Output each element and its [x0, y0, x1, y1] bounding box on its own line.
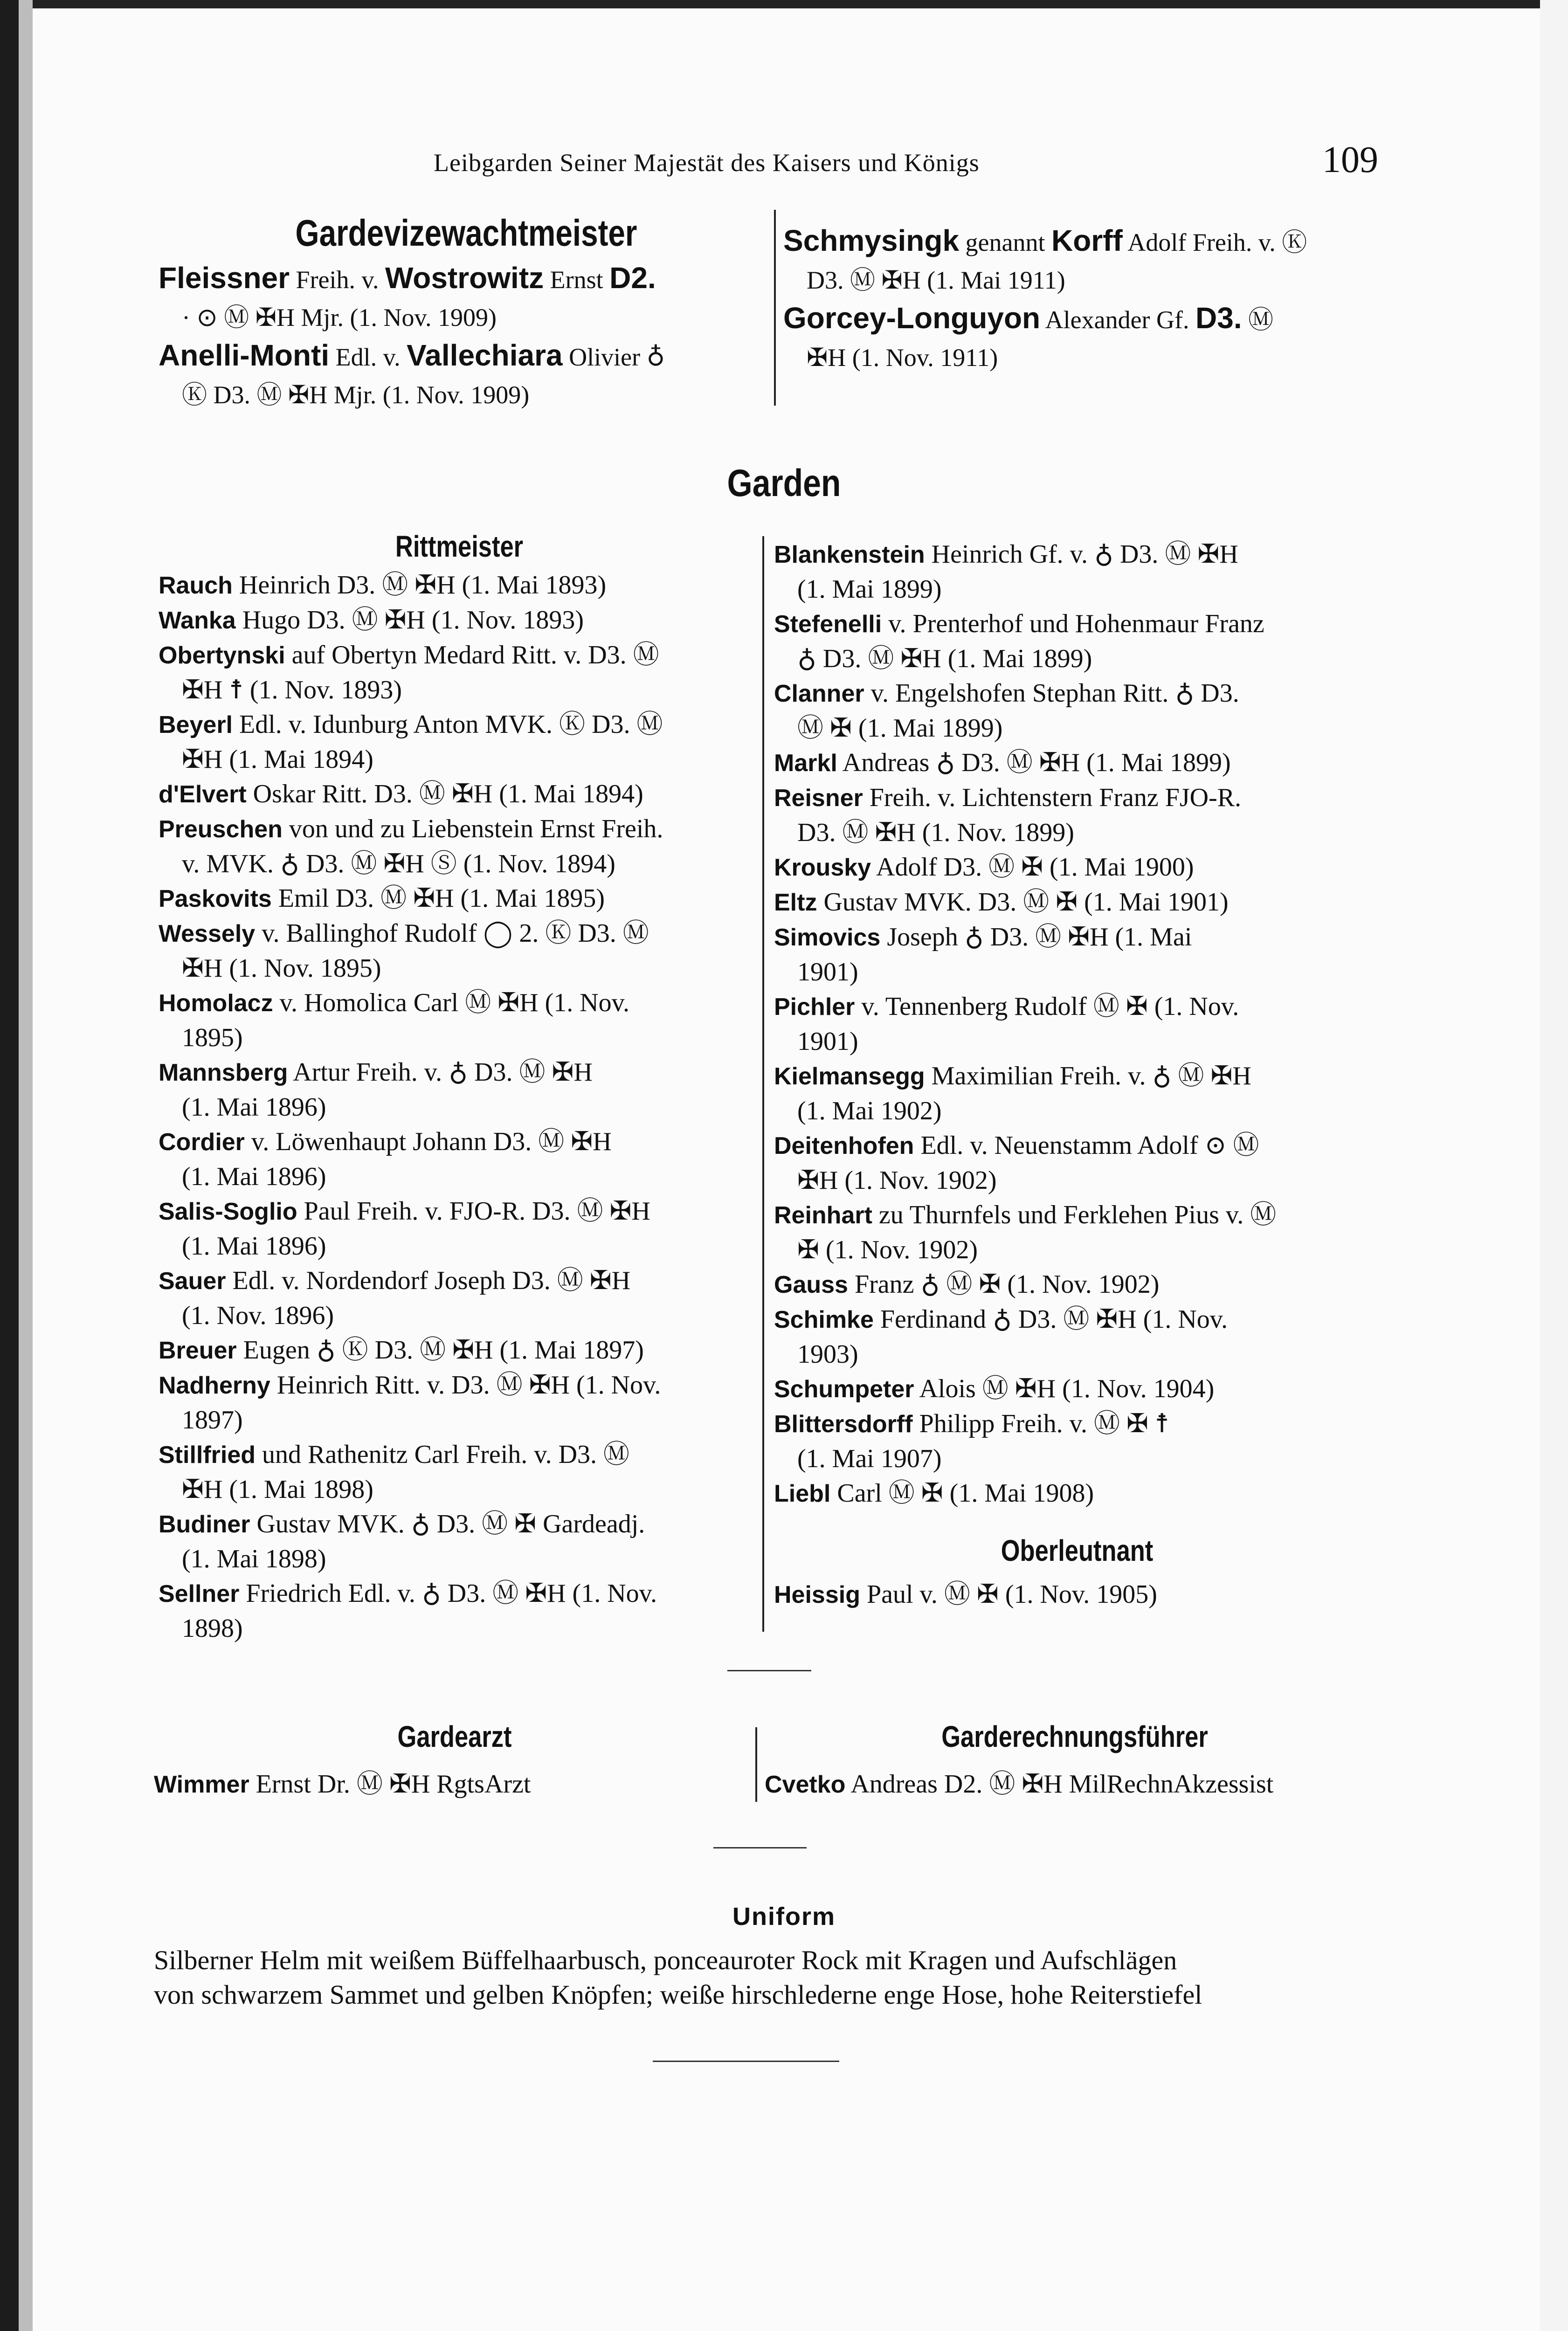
officer-entry-line [774, 607, 1380, 641]
officer-details-continued: 1897) [182, 1406, 243, 1434]
officer-entry-line [774, 1128, 1380, 1163]
officer-entry-line [774, 1267, 1380, 1302]
officer-details: Franz ♁ Ⓜ ✠ (1. Nov. 1902) [854, 1270, 1160, 1299]
name: Schmysingk [783, 224, 960, 257]
officer-name: Blankenstein [774, 541, 925, 568]
uniform-line-1: Silberner Helm mit weißem Büffelhaarbusch, ponceauroter Rock mit Kragen und Aufschlägen [154, 1945, 1177, 1975]
officer-details: Artur Freih. v. ♁ D3. Ⓜ ✠H [293, 1058, 593, 1087]
scan-edge-left [0, 0, 19, 2331]
uniform-description [154, 1943, 1375, 2012]
officer-details-continued: 1898) [182, 1614, 243, 1643]
page-number: 109 [1322, 139, 1378, 180]
officer-details: v. Tennenberg Rudolf Ⓜ ✠ (1. Nov. [861, 992, 1239, 1021]
officer-entry [774, 607, 1380, 676]
officer-details: Gustav MVK. D3. Ⓜ ✠ (1. Mai 1901) [823, 888, 1229, 917]
officer-entry [159, 603, 760, 638]
gardevize-entry-schmysingk [783, 219, 1389, 264]
officer-details: auf Obertyn Medard Ritt. v. D3. Ⓜ [291, 641, 659, 669]
text: genannt [959, 228, 1051, 256]
officer-name: Beyerl [159, 711, 233, 738]
officer-name: Liebl [774, 1480, 831, 1507]
officer-entry [159, 916, 760, 986]
officer-name: Blittersdorff [774, 1411, 913, 1438]
officer-entry-line [159, 1055, 760, 1090]
officer-name: Simovics [774, 924, 881, 951]
name: Heissig [774, 1581, 860, 1608]
officer-name: Preuschen [159, 816, 283, 843]
officer-details-continued: D3. Ⓜ ✠H (1. Nov. 1899) [797, 818, 1074, 847]
officer-entry-line [159, 1124, 760, 1159]
officer-name: Wessely [159, 920, 256, 947]
officer-entry [159, 777, 760, 812]
text: Ernst [544, 266, 610, 294]
officer-details-continued: ✠H (1. Mai 1894) [182, 745, 373, 774]
gardearzt-section [154, 1716, 755, 1802]
gardearzt-heading: Gardearzt [397, 1720, 512, 1753]
officer-details: Hugo D3. Ⓜ ✠H (1. Nov. 1893) [242, 606, 584, 634]
officer-name: Paskovits [159, 885, 272, 912]
officer-details: Oskar Ritt. D3. Ⓜ ✠H (1. Mai 1894) [253, 779, 643, 808]
name: Gorcey-Longuyon [783, 301, 1041, 335]
officer-entry-line [159, 707, 760, 742]
gardevize-right [783, 219, 1389, 374]
officer-details-continued: ✠H (1. Nov. 1902) [797, 1166, 997, 1195]
officer-entry-line [159, 916, 760, 951]
officer-details: Joseph ♁ D3. Ⓜ ✠H (1. Mai [887, 923, 1192, 952]
column-divider [774, 210, 776, 406]
text: Olivier ♁ [562, 343, 665, 371]
officer-details-continued: (1. Mai 1898) [182, 1545, 326, 1573]
name: Cvetko [765, 1771, 846, 1798]
gardevize-entry-anelli-cont [159, 379, 774, 411]
officer-details: Heinrich Ritt. v. D3. Ⓜ ✠H (1. Nov. [276, 1371, 661, 1400]
text: D3. Ⓜ ✠H (1. Mai 1911) [807, 266, 1065, 294]
officer-entry [774, 745, 1380, 780]
uniform-heading: Uniform [732, 1903, 836, 1931]
gardevize-entry-fleissner [159, 256, 774, 301]
officer-details-continued: (1. Mai 1896) [182, 1093, 326, 1122]
officer-details: Ferdinand ♁ D3. Ⓜ ✠H (1. Nov. [880, 1305, 1228, 1334]
officer-entry-line [774, 885, 1380, 920]
officer-entry [774, 885, 1380, 920]
officer-entry [774, 1198, 1380, 1267]
officer-entry [159, 707, 760, 777]
officer-entry-line [159, 1368, 760, 1403]
officer-details-continued: (1. Mai 1896) [182, 1232, 326, 1261]
officer-entry [774, 537, 1380, 607]
officer-details-continued: (1. Nov. 1896) [182, 1301, 334, 1330]
rittmeister-right-list [774, 537, 1380, 1511]
officer-entry [774, 1407, 1380, 1476]
officer-entry-line [774, 1407, 1380, 1441]
text: ✠H (1. Nov. 1911) [807, 344, 998, 372]
officer-name: Sellner [159, 1580, 240, 1607]
text: Ⓜ [1242, 306, 1274, 334]
officer-details-continued: v. MVK. ♁ D3. Ⓜ ✠H Ⓢ (1. Nov. 1894) [182, 849, 615, 878]
scan-edge-right [1540, 0, 1568, 2331]
officer-entry-line [774, 920, 1380, 955]
officer-details: Maximilian Freih. v. ♁ Ⓜ ✠H [931, 1062, 1251, 1090]
text: Freih. v. [290, 266, 386, 294]
oberleutnant-heading: Oberleutnant [1001, 1534, 1154, 1567]
officer-entry-line [774, 1476, 1380, 1511]
officer-entry-line [159, 603, 760, 638]
name: Vallechiara [407, 338, 563, 372]
gardevize-heading: Gardevizewachtmeister [295, 212, 637, 254]
name: Wostrowitz [385, 261, 544, 295]
officer-entry [159, 1437, 760, 1507]
officer-details: Carl Ⓜ ✠ (1. Mai 1908) [837, 1479, 1094, 1508]
officer-entry [774, 850, 1380, 885]
officer-details-continued: 1901) [797, 958, 858, 986]
officer-entry-line [159, 777, 760, 812]
officer-name: Deitenhofen [774, 1132, 914, 1159]
officer-entry [159, 1576, 760, 1646]
officer-entry-line [159, 881, 760, 916]
name: Wimmer [154, 1771, 249, 1798]
officer-entry-line [159, 1333, 760, 1368]
text: D2. [609, 261, 656, 295]
officer-name: Sauer [159, 1268, 226, 1295]
officer-details-continued: ✠H ☨ (1. Nov. 1893) [182, 676, 402, 704]
officer-entry [159, 568, 760, 603]
officer-entry-line [159, 1263, 760, 1298]
officer-details-continued: (1. Mai 1899) [797, 575, 942, 604]
officer-details-continued: (1. Mai 1907) [797, 1444, 942, 1473]
text: Edl. v. [329, 343, 407, 371]
garderechnungsfuehrer-section [765, 1716, 1385, 1802]
officer-details-continued: 1903) [797, 1340, 858, 1369]
officer-entry [159, 1055, 760, 1124]
officer-details: Heinrich Gf. v. ♁ D3. Ⓜ ✠H [931, 540, 1238, 569]
officer-entry [774, 1372, 1380, 1407]
officer-details: v. Ballinghof Rudolf ◯ 2. Ⓚ D3. Ⓜ [262, 919, 649, 948]
running-header: Leibgarden Seiner Majestät des Kaisers und Königs [434, 149, 980, 177]
officer-entry-line [159, 1437, 760, 1472]
column-divider [762, 536, 764, 1632]
officer-entry-line [774, 676, 1380, 711]
officer-entry-line [774, 1059, 1380, 1094]
officer-entry-line [774, 1198, 1380, 1233]
garden-heading: Garden [727, 462, 841, 504]
officer-entry-line [774, 780, 1380, 815]
officer-entry [159, 1507, 760, 1576]
officer-name: Reisner [774, 785, 863, 812]
text: Alexander Gf. [1040, 306, 1196, 334]
separator [727, 1670, 811, 1671]
name: Korff [1051, 224, 1123, 257]
officer-name: Breuer [159, 1337, 237, 1364]
officer-name: Stefenelli [774, 611, 882, 638]
officer-details: Adolf D3. Ⓜ ✠ (1. Mai 1900) [876, 853, 1194, 882]
officer-details: Alois Ⓜ ✠H (1. Nov. 1904) [919, 1374, 1215, 1403]
oberleutnant-entry [774, 1577, 1380, 1612]
officer-entry [159, 986, 760, 1055]
officer-details: von und zu Liebenstein Ernst Freih. [289, 814, 663, 843]
gardevize-entry-schmysingk-cont [783, 264, 1389, 297]
officer-entry [774, 989, 1380, 1059]
officer-entry-line [774, 1302, 1380, 1337]
uniform-line-2: von schwarzem Sammet und gelben Knöpfen; weiße hirschlederne enge Hose, hohe Reiterstiefel [154, 1979, 1202, 2010]
officer-details: v. Homolica Carl Ⓜ ✠H (1. Nov. [279, 988, 630, 1017]
officer-entry-line [774, 989, 1380, 1024]
officer-entry-line [159, 568, 760, 603]
officer-details-continued: ✠ (1. Nov. 1902) [797, 1235, 978, 1264]
scan-edge-top [0, 0, 1568, 8]
officer-name: Homolacz [159, 990, 273, 1017]
officer-entry-line [159, 812, 760, 847]
officer-details-continued: 1901) [797, 1027, 858, 1056]
officer-entry [774, 1059, 1380, 1128]
rittmeister-left-list [159, 568, 760, 1646]
separator [653, 2061, 839, 2062]
officer-details: Freih. v. Lichtenstern Franz FJO-R. [869, 783, 1242, 812]
officer-entry-line [159, 1194, 760, 1229]
officer-name: Pichler [774, 993, 855, 1021]
officer-details-continued: (1. Mai 1896) [182, 1162, 326, 1191]
officer-entry [159, 1263, 760, 1333]
officer-name: Rauch [159, 572, 233, 599]
text: Ernst Dr. Ⓜ ✠H RgtsArzt [256, 1770, 531, 1799]
officer-name: Mannsberg [159, 1059, 288, 1086]
column-divider [755, 1727, 757, 1802]
officer-details-continued: ♁ D3. Ⓜ ✠H (1. Mai 1899) [797, 644, 1092, 673]
officer-details: v. Engelshofen Stephan Ritt. ♁ D3. [870, 679, 1239, 708]
officer-entry [159, 1194, 760, 1263]
officer-entry [774, 780, 1380, 850]
officer-name: Clanner [774, 680, 864, 707]
text: Ⓚ D3. Ⓜ ✠H Mjr. (1. Nov. 1909) [182, 381, 530, 409]
officer-details: Emil D3. Ⓜ ✠H (1. Mai 1895) [278, 884, 605, 913]
officer-details: Gustav MVK. ♁ D3. Ⓜ ✠ Gardeadj. [256, 1510, 645, 1538]
officer-entry-line [774, 1372, 1380, 1407]
name: Anelli-Monti [159, 338, 330, 372]
officer-name: Stillfried [159, 1441, 256, 1469]
officer-details: Edl. v. Nordendorf Joseph D3. Ⓜ ✠H [232, 1266, 631, 1295]
officer-name: Obertynski [159, 642, 285, 669]
officer-entry-line [774, 850, 1380, 885]
officer-name: d'Elvert [159, 781, 247, 808]
officer-details: Paul Freih. v. FJO-R. D3. Ⓜ ✠H [304, 1197, 650, 1226]
officer-details: v. Prenterhof und Hohenmaur Franz [888, 609, 1264, 638]
officer-name: Salis-Soglio [159, 1198, 297, 1225]
officer-name: Schumpeter [774, 1376, 914, 1403]
garderechnungsfuehrer-heading: Garderechnungsführer [941, 1720, 1208, 1753]
separator [713, 1847, 807, 1848]
officer-details-continued: Ⓜ ✠ (1. Mai 1899) [797, 714, 1003, 743]
officer-entry-line [159, 1576, 760, 1611]
text: Adolf Freih. v. Ⓚ [1122, 228, 1307, 256]
officer-details: Heinrich D3. Ⓜ ✠H (1. Mai 1893) [239, 571, 607, 600]
gardevize-entry-gorcey-cont [783, 341, 1389, 374]
officer-name: Cordier [159, 1129, 245, 1156]
gardevize-entry-fleissner-cont [159, 301, 774, 334]
gardevize-entry-anelli [159, 334, 774, 379]
scan-edge-left-shadow [19, 0, 33, 2331]
officer-details-continued: ✠H (1. Nov. 1895) [182, 954, 381, 983]
officer-details-continued: (1. Mai 1902) [797, 1097, 942, 1125]
text: Paul v. Ⓜ ✠ (1. Nov. 1905) [866, 1580, 1157, 1609]
officer-entry [159, 881, 760, 916]
officer-details: zu Thurnfels und Ferklehen Pius v. Ⓜ [878, 1200, 1277, 1229]
name: Fleissner [159, 261, 290, 295]
officer-name: Wanka [159, 607, 236, 634]
officer-entry [774, 1267, 1380, 1302]
officer-details: Edl. v. Idunburg Anton MVK. Ⓚ D3. Ⓜ [239, 710, 663, 739]
officer-name: Gauss [774, 1271, 848, 1298]
officer-details-continued: 1895) [182, 1023, 243, 1052]
officer-details: v. Löwenhaupt Johann D3. Ⓜ ✠H [251, 1127, 612, 1156]
officer-entry [159, 1124, 760, 1194]
officer-details: Friedrich Edl. v. ♁ D3. Ⓜ ✠H (1. Nov. [246, 1579, 657, 1608]
officer-name: Reinhart [774, 1202, 872, 1229]
gardevize-entry-gorcey [783, 297, 1389, 341]
text: D3. [1195, 301, 1242, 335]
officer-name: Markl [774, 750, 837, 777]
rittmeister-left-column [159, 527, 760, 1646]
officer-entry-line [159, 1507, 760, 1542]
officer-details: Edl. v. Neuenstamm Adolf ⊙ Ⓜ [920, 1131, 1259, 1160]
officer-name: Kielmansegg [774, 1063, 925, 1090]
officer-entry [774, 676, 1380, 745]
officer-entry [159, 812, 760, 881]
text: Andreas D2. Ⓜ ✠H MilRechnAkzessist [850, 1770, 1274, 1799]
officer-entry [159, 1368, 760, 1437]
officer-details: Philipp Freih. v. Ⓜ ✠ ☨ [919, 1409, 1169, 1438]
officer-details: und Rathenitz Carl Freih. v. D3. Ⓜ [262, 1440, 630, 1469]
officer-entry [774, 1128, 1380, 1198]
officer-entry [774, 920, 1380, 989]
text: · ⊙ Ⓜ ✠H Mjr. (1. Nov. 1909) [182, 303, 497, 331]
officer-name: Schimke [774, 1306, 874, 1333]
officer-entry-line [774, 745, 1380, 780]
officer-entry [774, 1302, 1380, 1372]
officer-entry-line [774, 537, 1380, 572]
rittmeister-heading: Rittmeister [395, 530, 524, 563]
officer-details: Andreas ♁ D3. Ⓜ ✠H (1. Mai 1899) [842, 748, 1231, 777]
officer-entry [159, 1333, 760, 1368]
officer-entry-line [159, 638, 760, 673]
officer-entry [774, 1476, 1380, 1511]
officer-entry-line [159, 986, 760, 1021]
officer-entry [159, 638, 760, 707]
garderechnungsfuehrer-entry [765, 1767, 1385, 1802]
officer-name: Krousky [774, 854, 871, 881]
officer-details: Eugen ♁ Ⓚ D3. Ⓜ ✠H (1. Mai 1897) [243, 1336, 644, 1365]
gardevize-left [159, 210, 774, 411]
officer-name: Nadherny [159, 1372, 270, 1399]
officer-name: Budiner [159, 1511, 250, 1538]
officer-name: Eltz [774, 889, 817, 916]
rittmeister-right-column [774, 537, 1380, 1612]
gardearzt-entry [154, 1767, 755, 1802]
officer-details-continued: ✠H (1. Mai 1898) [182, 1475, 373, 1504]
